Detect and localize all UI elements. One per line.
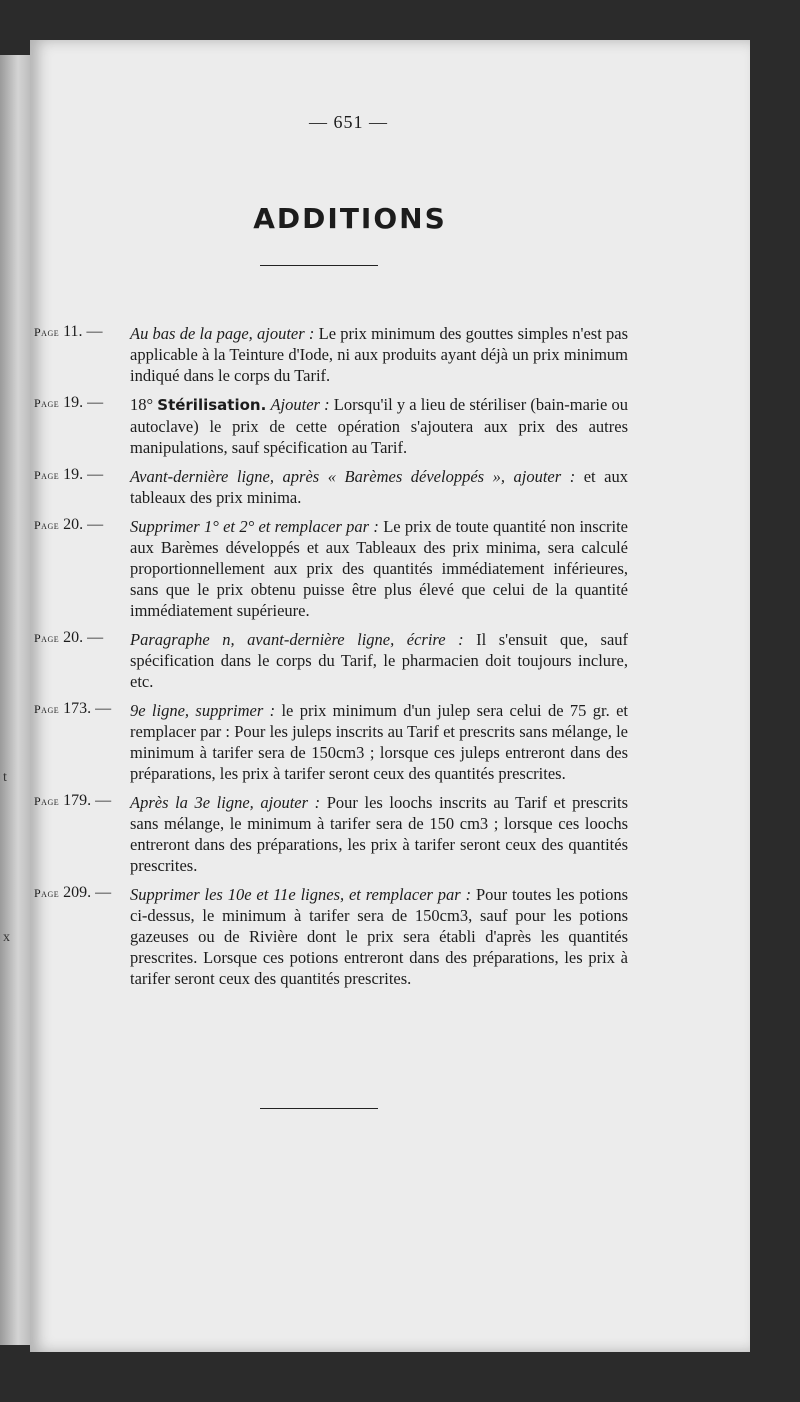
page-reference: [34, 394, 129, 412]
entry-dash: —: [87, 394, 104, 411]
addition-entry: [30, 884, 750, 989]
addition-entry: [30, 700, 750, 784]
document-page: [30, 40, 750, 1352]
facing-page-edge: [0, 55, 30, 1345]
entry-body: [130, 700, 628, 784]
entry-body: [130, 394, 628, 458]
entry-body: [130, 884, 628, 989]
page-title: ADDITIONS: [253, 202, 447, 235]
entry-text: Le prix de toute quantité non inscrite aux Barèmes développés et aux Tableaux des prix minima, sera calculé proportionnellement aux prix des quantités immédiatement inférieures, sans que le prix obtenu puisse être plus élevé que celui de la quantité immédiatement supérieure.: [130, 517, 629, 620]
entry-instruction: Supprimer 1° et 2° et remplacer par :: [130, 517, 379, 536]
entry-dash: —: [95, 700, 112, 717]
entry-text: et aux tableaux des prix minima.: [130, 467, 628, 507]
page-reference: [34, 700, 129, 718]
addition-entry: [30, 394, 750, 458]
entry-text: Pour toutes les potions ci-dessus, le minimum à tarifer sera de 150cm3, sauf pour les potions gazeuses ou de Rivière dont le prix sera établi d'après les quantités prescrites. Lorsque ces potions entreront dans des préparations, les prix à tarifer seront ceux des quantités prescrites.: [130, 885, 629, 988]
entry-dash: —: [95, 792, 112, 809]
entry-dash: —: [87, 516, 104, 533]
page-reference: [34, 323, 129, 341]
entry-heading: Stérilisation.: [157, 396, 267, 414]
page-label: Page: [34, 518, 60, 532]
entry-body: [130, 792, 628, 876]
facing-page-mark: t: [3, 770, 7, 785]
page-number-ref: 173.: [59, 700, 96, 717]
entry-instruction: Supprimer les 10e et 11e lignes, et remplacer par :: [130, 885, 472, 904]
page-reference: [34, 516, 129, 534]
title-rule: [260, 265, 378, 266]
entry-body: [130, 323, 628, 386]
entry-dash: —: [87, 466, 104, 483]
page-number-ref: 11.: [59, 323, 87, 340]
facing-page-mark: x: [3, 930, 10, 945]
page-label: Page: [34, 886, 60, 900]
entry-instruction: Paragraphe n, avant-dernière ligne, écrire :: [130, 630, 464, 649]
entry-text: Le prix minimum des gouttes simples n'est pas applicable à la Teinture d'Iode, ni aux produits ayant déjà un prix minimum indiqué dans le corps du Tarif.: [130, 324, 629, 385]
page-number-ref: 20.: [59, 516, 88, 533]
entry-body: [130, 466, 628, 508]
closing-rule: [260, 1108, 378, 1109]
page-number: — 651 —: [309, 112, 388, 132]
entry-dash: —: [86, 323, 103, 340]
addition-entry: [30, 516, 750, 621]
page-label: Page: [34, 702, 60, 716]
page-reference: [34, 884, 129, 902]
entry-instruction: Avant-dernière ligne, après « Barèmes développés », ajouter :: [130, 467, 576, 486]
entry-dash: —: [95, 884, 112, 901]
entry-text: Pour les loochs inscrits au Tarif et prescrits sans mélange, le minimum à tarifer sera de 150 cm3 ; lorsque ces loochs entreront dans des préparations, les prix à tarifer seront ceux des quantités prescrites.: [130, 793, 628, 875]
page-reference: [34, 466, 129, 484]
page-number-ref: 19.: [59, 466, 88, 483]
page-number-ref: 209.: [59, 884, 96, 901]
addition-entry: [30, 792, 750, 876]
page-label: Page: [34, 794, 60, 808]
additions-list: [30, 323, 750, 997]
entry-text: Il s'ensuit que, sauf spécification dans le corps du Tarif, le pharmacien doit toujours inclure, etc.: [130, 630, 629, 691]
entry-text: le prix minimum d'un julep sera celui de 75 gr. et remplacer par : Pour les juleps inscrits au Tarif et prescrits sans mélange, le minimum à tarifer sera de 150cm3 ; lorsque ces juleps entreront dans des préparations, les prix à tarifer seront ceux des quantités prescrites.: [130, 701, 628, 783]
entry-dash: —: [87, 629, 104, 646]
addition-entry: [30, 629, 750, 692]
page-reference: [34, 792, 129, 810]
page-number-ref: 179.: [59, 792, 96, 809]
entry-instruction: 9e ligne, supprimer :: [130, 701, 276, 720]
addition-entry: [30, 466, 750, 508]
page-label: Page: [34, 396, 60, 410]
page-label: Page: [34, 631, 60, 645]
entry-body: [130, 629, 628, 692]
entry-instruction: Ajouter :: [270, 395, 330, 414]
entry-instruction: Au bas de la page, ajouter :: [130, 324, 315, 343]
entry-text: Lorsqu'il y a lieu de stériliser (bain-marie ou autoclave) le prix de cette opération s'ajoutera aux prix des autres manipulations, sauf spécification au Tarif.: [130, 395, 628, 457]
entry-instruction: Après la 3e ligne, ajouter :: [130, 793, 321, 812]
entry-number: 18°: [130, 395, 158, 414]
page-label: Page: [34, 325, 60, 339]
page-label: Page: [34, 468, 60, 482]
addition-entry: [30, 323, 750, 386]
page-number-ref: 19.: [59, 394, 88, 411]
entry-body: [130, 516, 628, 621]
page-reference: [34, 629, 129, 647]
page-number-ref: 20.: [59, 629, 88, 646]
